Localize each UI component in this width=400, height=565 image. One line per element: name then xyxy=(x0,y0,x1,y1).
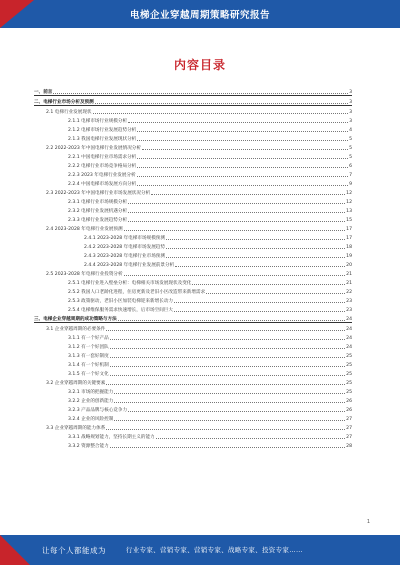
toc-entry-page: 15 xyxy=(346,218,352,223)
footer-slogan: 让每个人都能成为 xyxy=(42,546,106,555)
toc-entry-title: 三、电梯企业穿越周期的成功策略与方法 xyxy=(34,317,117,322)
toc-entry-title: 2.5.2 我国人口老龄化进程，住房更新及老旧小区改造带来新增需求 xyxy=(68,290,206,295)
footer-band xyxy=(0,535,400,565)
toc-entry[interactable] xyxy=(34,286,352,295)
toc-entry-page: 12 xyxy=(346,191,352,196)
toc-entry[interactable] xyxy=(34,323,352,332)
toc-entry-title: 2.4.4 2023-2028 年电梯行业发展前景分析 xyxy=(84,263,175,268)
toc-entry-title: 3.2 企业穿越周期的关键要素 xyxy=(46,381,106,386)
toc-entry-title: 2.2.4 中国电梯市场发展方向分析 xyxy=(68,182,137,187)
toc-entry[interactable] xyxy=(34,368,352,377)
toc-leader-dots xyxy=(53,93,348,94)
toc-entry-page: 20 xyxy=(346,263,352,268)
toc-entry-page: 25 xyxy=(346,381,352,386)
toc-entry[interactable] xyxy=(34,413,352,422)
toc-entry-page: 27 xyxy=(346,417,352,422)
toc-entry[interactable] xyxy=(34,259,352,268)
footer-roles: 行业专家、营销专家、营销专家、战略专家、投资专家…… xyxy=(126,546,303,554)
toc-entry[interactable] xyxy=(34,332,352,341)
toc-entry-title: 3.1.3 有一套好制度 xyxy=(68,354,109,359)
toc-entry-title: 3.2.4 企业的风险控制 xyxy=(68,417,114,422)
header-band xyxy=(0,0,400,28)
toc-leader-dots xyxy=(156,438,345,439)
toc-entry-page: 23 xyxy=(346,299,352,304)
toc-leader-dots xyxy=(137,131,348,132)
toc-entry[interactable] xyxy=(34,142,352,151)
toc-entry-title: 二、电梯行业市场分析及预测 xyxy=(34,100,94,105)
toc-entry[interactable] xyxy=(34,431,352,440)
toc-leader-dots xyxy=(110,447,345,448)
toc-leader-dots xyxy=(124,230,346,231)
toc-leader-dots xyxy=(110,357,345,358)
toc-entry[interactable] xyxy=(34,359,352,368)
toc-leader-dots xyxy=(110,348,345,349)
toc-entry[interactable] xyxy=(34,106,352,115)
toc-entry-page: 28 xyxy=(346,444,352,449)
toc-leader-dots xyxy=(166,239,345,240)
toc-leader-dots xyxy=(128,411,345,412)
toc-leader-dots xyxy=(114,393,345,394)
toc-entry-title: 3.1.1 有一个好产品 xyxy=(68,336,109,341)
toc-entry-page: 24 xyxy=(346,336,352,341)
toc-entry-title: 2.4.1 2023-2028 年电梯市场规模预测 xyxy=(84,236,165,241)
table-of-contents xyxy=(34,86,352,449)
toc-leader-dots xyxy=(118,320,345,321)
toc-leader-dots xyxy=(110,366,345,367)
toc-entry-title: 2.3.1 电梯行业市场规模分析 xyxy=(68,200,128,205)
toc-entry-title: 2.2.2 电梯行业市场竞争格局分析 xyxy=(68,164,137,169)
toc-entry[interactable] xyxy=(34,160,352,169)
toc-entry-page: 7 xyxy=(349,173,352,178)
toc-leader-dots xyxy=(175,266,345,267)
toc-entry-page: 6 xyxy=(349,164,352,169)
toc-entry-title: 3.1 企业穿越周期的必要条件 xyxy=(46,327,106,332)
toc-leader-dots xyxy=(114,420,345,421)
toc-entry-title: 2.4 2023-2028 年电梯行业发展预测 xyxy=(46,227,123,232)
toc-entry[interactable] xyxy=(34,377,352,386)
toc-entry-title: 2.4.3 2023-2028 年电梯行业市场预测 xyxy=(84,254,165,259)
toc-entry-title: 3.2.2 企业的创新能力 xyxy=(68,399,114,404)
toc-entry-page: 22 xyxy=(346,290,352,295)
toc-entry-title: 2.5 2023-2028 年电梯行业投资分析 xyxy=(46,272,123,277)
toc-leader-dots xyxy=(128,122,348,123)
toc-leader-dots xyxy=(142,149,348,150)
toc-entry-title: 2.2 2022-2023 年中国电梯行业发展情况分析 xyxy=(46,146,141,151)
toc-entry-page: 5 xyxy=(349,137,352,142)
toc-entry-page: 17 xyxy=(346,236,352,241)
toc-entry-title: 3.2.1 市场的把握能力 xyxy=(68,390,114,395)
toc-entry[interactable] xyxy=(34,178,352,187)
toc-entry-page: 9 xyxy=(349,182,352,187)
toc-entry-title: 2.1.2 电梯市场行业发展趋势分析 xyxy=(68,128,137,133)
toc-entry[interactable] xyxy=(34,169,352,178)
toc-heading: 内容目录 xyxy=(173,58,226,72)
toc-entry-page: 3 xyxy=(349,100,352,105)
toc-entry-page: 24 xyxy=(346,327,352,332)
toc-entry-page: 3 xyxy=(349,119,352,124)
toc-leader-dots xyxy=(110,339,345,340)
toc-leader-dots xyxy=(128,212,345,213)
toc-entry-page: 25 xyxy=(346,363,352,368)
toc-entry[interactable] xyxy=(34,395,352,404)
toc-entry[interactable] xyxy=(34,187,352,196)
toc-leader-dots xyxy=(137,176,348,177)
toc-entry-title: 3.1.4 有一个好机制 xyxy=(68,363,109,368)
toc-entry[interactable] xyxy=(34,96,352,106)
toc-entry[interactable] xyxy=(34,341,352,350)
toc-leader-dots xyxy=(137,140,348,141)
toc-entry-title: 3.2.3 产品品牌与核心竞争力 xyxy=(68,408,128,413)
toc-leader-dots xyxy=(151,194,345,195)
toc-entry[interactable] xyxy=(34,196,352,205)
toc-entry[interactable] xyxy=(34,151,352,160)
toc-entry-title: 2.1.1 电梯市场行业规模分析 xyxy=(68,119,128,124)
toc-leader-dots xyxy=(137,185,348,186)
toc-entry-title: 2.5.4 电梯维保服务需求快速增长，后市场空间巨大 xyxy=(68,308,174,313)
toc-leader-dots xyxy=(110,375,345,376)
toc-leader-dots xyxy=(137,167,348,168)
toc-entry-page: 24 xyxy=(346,317,352,322)
toc-entry[interactable] xyxy=(34,350,352,359)
toc-entry-page: 26 xyxy=(346,408,352,413)
toc-entry-page: 21 xyxy=(346,281,352,286)
toc-leader-dots xyxy=(128,221,345,222)
toc-entry-title: 2.1 电梯行业发展现状 xyxy=(46,110,92,115)
toc-entry-page: 27 xyxy=(346,426,352,431)
toc-entry-page: 19 xyxy=(346,254,352,259)
toc-entry-page: 3 xyxy=(349,90,352,95)
toc-entry[interactable] xyxy=(34,205,352,214)
toc-entry[interactable] xyxy=(34,115,352,124)
toc-entry[interactable] xyxy=(34,268,352,277)
toc-entry-title: 3.3.2 资源整合能力 xyxy=(68,444,109,449)
toc-entry[interactable] xyxy=(34,440,352,449)
toc-leader-dots xyxy=(95,103,348,104)
toc-entry-title: 2.5.3 政策驱动，老旧小区加装电梯迎来新增长动力 xyxy=(68,299,174,304)
toc-entry-page: 26 xyxy=(346,399,352,404)
toc-entry[interactable] xyxy=(34,86,352,96)
toc-entry-page: 5 xyxy=(349,146,352,151)
toc-leader-dots xyxy=(206,293,345,294)
toc-entry-page: 24 xyxy=(346,345,352,350)
toc-entry-page: 25 xyxy=(346,390,352,395)
toc-entry-title: 3.1.2 有一个好团队 xyxy=(68,345,109,350)
toc-leader-dots xyxy=(124,275,346,276)
toc-leader-dots xyxy=(106,330,345,331)
toc-entry[interactable] xyxy=(34,133,352,142)
toc-entry[interactable] xyxy=(34,223,352,232)
toc-entry[interactable] xyxy=(34,250,352,259)
toc-entry-page: 18 xyxy=(346,245,352,250)
toc-leader-dots xyxy=(174,302,345,303)
toc-entry[interactable] xyxy=(34,313,352,323)
toc-entry[interactable] xyxy=(34,232,352,241)
toc-leader-dots xyxy=(166,248,345,249)
toc-entry-title: 2.3.3 电梯行业发展趋势分析 xyxy=(68,218,128,223)
toc-entry-page: 21 xyxy=(346,272,352,277)
toc-entry-title: 3.1.5 有一个好文化 xyxy=(68,372,109,377)
toc-entry-title: 一、前言 xyxy=(34,90,53,95)
toc-entry[interactable] xyxy=(34,277,352,286)
toc-leader-dots xyxy=(192,284,345,285)
toc-entry-title: 3.3 企业穿越周期的能力体系 xyxy=(46,426,106,431)
toc-leader-dots xyxy=(93,113,349,114)
toc-entry-title: 2.5.1 电梯行业进入壁垒分析：电梯相关市场发展现状及变化 xyxy=(68,281,192,286)
toc-entry-title: 3.3.1 战略规划能力，坚持长期主义的能力 xyxy=(68,435,155,440)
toc-leader-dots xyxy=(106,384,345,385)
toc-leader-dots xyxy=(137,158,348,159)
report-title: 电梯企业穿越周期策略研究报告 xyxy=(129,10,270,21)
page-number: 1 xyxy=(366,519,370,525)
toc-entry-page: 5 xyxy=(349,155,352,160)
toc-entry[interactable] xyxy=(34,404,352,413)
toc-entry[interactable] xyxy=(34,295,352,304)
toc-leader-dots xyxy=(106,429,345,430)
toc-leader-dots xyxy=(166,257,345,258)
toc-entry-title: 2.4.2 2023-2028 年电梯市场发展趋势 xyxy=(84,245,165,250)
toc-entry-page: 25 xyxy=(346,354,352,359)
toc-entry-title: 2.1.3 我国电梯行业发展现状分析 xyxy=(68,137,137,142)
toc-entry-title: 2.2.3 2023 年电梯行业发展分析 xyxy=(68,173,136,178)
toc-entry[interactable] xyxy=(34,386,352,395)
toc-leader-dots xyxy=(174,311,345,312)
toc-entry-title: 2.2.1 中国电梯行业市场需求分析 xyxy=(68,155,137,160)
toc-entry[interactable] xyxy=(34,214,352,223)
toc-entry-page: 17 xyxy=(346,227,352,232)
toc-entry[interactable] xyxy=(34,422,352,431)
toc-entry-page: 12 xyxy=(346,200,352,205)
toc-entry-page: 23 xyxy=(346,308,352,313)
toc-entry-title: 2.3.2 电梯行业发展机遇分析 xyxy=(68,209,128,214)
toc-entry-page: 3 xyxy=(349,110,352,115)
toc-entry[interactable] xyxy=(34,241,352,250)
toc-entry-page: 25 xyxy=(346,372,352,377)
toc-entry-title: 2.3 2022-2023 年中国电梯行业市场发展状况分析 xyxy=(46,191,151,196)
footer-accent-corner xyxy=(0,535,30,565)
toc-entry-page: 27 xyxy=(346,435,352,440)
toc-entry-page: 13 xyxy=(346,209,352,214)
toc-entry[interactable] xyxy=(34,124,352,133)
toc-leader-dots xyxy=(114,402,345,403)
toc-entry[interactable] xyxy=(34,304,352,313)
toc-entry-page: 4 xyxy=(349,128,352,133)
toc-leader-dots xyxy=(128,203,345,204)
